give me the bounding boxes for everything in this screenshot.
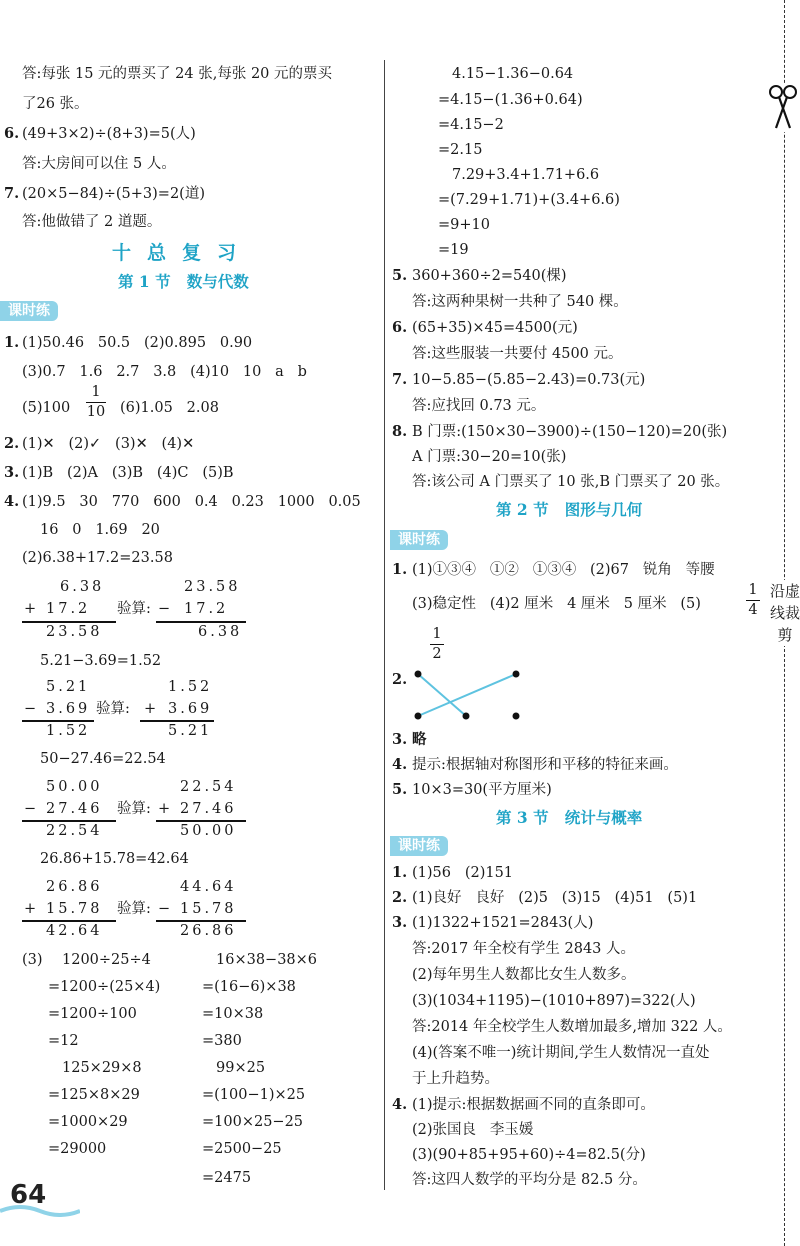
question-number: 2. (392, 889, 408, 906)
verify-label: 验算: (117, 901, 151, 917)
calc-step: =10×38 (202, 1006, 264, 1022)
match-dot (463, 713, 470, 720)
question-number: 1. (4, 334, 20, 351)
match-line (418, 674, 466, 716)
question-number: 5. (392, 781, 408, 798)
calc-operator: + (158, 801, 171, 817)
answer-line: (2)每年男生人数都比女生人数多。 (412, 967, 636, 983)
subsection-title: 第 3 节 统计与概率 (496, 808, 643, 827)
answer-line: (65+35)×45=4500(元) (412, 320, 578, 336)
answer-line: B 门票:(150×30−3900)÷(150−120)=20(张) (412, 424, 728, 440)
practice-badge: 课时练 (390, 836, 448, 856)
calc-result: 6.38 (198, 624, 243, 640)
fraction (746, 582, 760, 619)
column-divider (384, 60, 385, 1190)
calc-operator: − (24, 801, 37, 817)
calc-operator: − (24, 701, 37, 717)
answer-line: (1)良好 良好 (2)5 (3)15 (4)51 (5)1 (412, 890, 698, 906)
question-number: 1. (392, 864, 408, 881)
answer-line: 答:这两种果树一共种了 540 棵。 (412, 294, 628, 310)
calc-step: 4.15−1.36−0.64 (452, 66, 574, 82)
answer-line: 答:应找回 0.73 元。 (412, 398, 546, 414)
calc-operand: 1.52 (168, 679, 213, 695)
calc-step: 99×25 (216, 1060, 266, 1076)
calc-step: =2500−25 (202, 1141, 282, 1157)
calc-operand: 26.86 (46, 879, 103, 895)
calc-step: 16×38−38×6 (216, 952, 318, 968)
calc-operator: − (158, 601, 171, 617)
calc-step: =100×25−25 (202, 1114, 304, 1130)
calc-step: 7.29+3.4+1.71+6.6 (452, 167, 600, 183)
question-number: 1. (392, 561, 408, 578)
answer-line: (3)(1034+1195)−(1010+897)=322(人) (412, 993, 696, 1009)
fraction-numerator: 1 (748, 582, 758, 598)
calc-operand: 17.2 (184, 601, 229, 617)
calc-result: 1.52 (46, 723, 91, 739)
question-number: 2. (392, 671, 408, 688)
answer-line: (20×5−84)÷(5+3)=2(道) (22, 186, 205, 202)
calc-step: =2475 (202, 1170, 252, 1186)
section-title: 十总复习 (112, 242, 253, 264)
answer-line: A 门票:30−20=10(张) (412, 449, 567, 465)
fraction-numerator: 1 (432, 626, 442, 642)
answer-line: (6)1.05 2.08 (120, 400, 219, 416)
answer-line: (1)50.46 50.5 (2)0.895 0.90 (22, 335, 253, 351)
question-number: 3. (4, 464, 20, 481)
cut-guide-text: 沿虚线裁剪 (770, 582, 800, 644)
calc-step: =125×8×29 (48, 1087, 140, 1103)
calc-step: =1000×29 (48, 1114, 128, 1130)
answer-line: 答:每张 15 元的票买了 24 张,每张 20 元的票买 (22, 66, 332, 82)
calc-step: =1200÷100 (48, 1006, 137, 1022)
answer-line: 10−5.85−(5.85−2.43)=0.73(元) (412, 372, 646, 388)
answer-line: (4)(答案不唯一)统计期间,学生人数情况一直处 (412, 1045, 710, 1061)
scissors-icon (768, 84, 798, 132)
question-number: 3. (392, 914, 408, 931)
match-dot (415, 713, 422, 720)
answer-line: 于上升趋势。 (412, 1071, 499, 1087)
match-dot (513, 713, 520, 720)
question-number: 7. (392, 371, 408, 388)
matching-lines-diagram (408, 664, 528, 724)
answer-line: 答:这些服装一共要付 4500 元。 (412, 346, 623, 362)
calc-result: 23.58 (46, 624, 103, 640)
calc-operand: 22.54 (180, 779, 237, 795)
calc-operand: 17.2 (46, 601, 91, 617)
calc-step: =9+10 (438, 217, 490, 233)
answer-line: 了26 张。 (22, 96, 89, 112)
answer-line: (5)100 (22, 400, 71, 416)
fraction (430, 626, 444, 663)
calc-result: 26.86 (180, 923, 237, 939)
calc-operand: 3.69 (168, 701, 213, 717)
fraction-denominator: 10 (86, 404, 106, 420)
question-number: 4. (4, 493, 20, 510)
match-dot (415, 671, 422, 678)
calc-operand: 44.64 (180, 879, 237, 895)
equation: 5.21−3.69=1.52 (40, 653, 162, 669)
calc-step: =29000 (48, 1141, 107, 1157)
calc-operator: + (24, 601, 37, 617)
fraction (86, 384, 106, 421)
calc-step: =380 (202, 1033, 242, 1049)
question-number: 8. (392, 423, 408, 440)
answer-line: 10×3=30(平方厘米) (412, 782, 552, 798)
question-number: 4. (392, 1096, 408, 1113)
answer-line: (1)B (2)A (3)B (4)C (5)B (22, 465, 234, 481)
question-number: 5. (392, 267, 408, 284)
subsection-title: 第 1 节 数与代数 (118, 272, 249, 291)
answer-line: 答:大房间可以住 5 人。 (22, 156, 176, 172)
subsection-title: 第 2 节 图形与几何 (496, 500, 643, 519)
match-line (418, 674, 516, 716)
answer-line: (1)1322+1521=2843(人) (412, 915, 594, 931)
question-number: 4. (392, 756, 408, 773)
answer-line: 答:2014 年全校学生人数增加最多,增加 322 人。 (412, 1019, 732, 1035)
question-number: 6. (392, 319, 408, 336)
answer-line: (49+3×2)÷(8+3)=5(人) (22, 126, 196, 142)
answer-line: (3)(90+85+95+60)÷4=82.5(分) (412, 1147, 646, 1163)
calc-step: =1200÷(25×4) (48, 979, 161, 995)
page-number-decoration (0, 1203, 80, 1217)
answer-line: (3)0.7 1.6 2.7 3.8 (4)10 10 a b (22, 364, 307, 380)
fraction-denominator: 2 (432, 646, 442, 662)
calc-operand: 23.58 (184, 579, 241, 595)
calc-operand: 27.46 (180, 801, 237, 817)
calc-result: 42.64 (46, 923, 103, 939)
practice-badge: 课时练 (390, 530, 448, 550)
answer-line: 16 0 1.69 20 (40, 522, 160, 538)
calc-operator: + (24, 901, 37, 917)
calc-operand: 15.78 (46, 901, 103, 917)
calc-operand: 15.78 (180, 901, 237, 917)
page-number: 64 (10, 1180, 47, 1210)
answer-line: (1)56 (2)151 (412, 865, 514, 881)
calc-operand: 3.69 (46, 701, 91, 717)
answer-line: 提示:根据轴对称图形和平移的特征来画。 (412, 757, 678, 773)
calc-step: =4.15−(1.36+0.64) (438, 92, 583, 108)
calc-step: =(7.29+1.71)+(3.4+6.6) (438, 192, 620, 208)
answer-line: 答:2017 年全校有学生 2843 人。 (412, 941, 636, 957)
calc-operand: 6.38 (60, 579, 105, 595)
verify-label: 验算: (96, 701, 130, 717)
calc-operator: + (144, 701, 157, 717)
calc-step: =(100−1)×25 (202, 1087, 306, 1103)
calc-step: 1200÷25÷4 (62, 952, 151, 968)
calc-operand: 50.00 (46, 779, 103, 795)
answer-line: 答:他做错了 2 道题。 (22, 214, 162, 230)
calc-step: =2.15 (438, 142, 483, 158)
calc-step: =19 (438, 242, 469, 258)
practice-badge: 课时练 (0, 301, 58, 321)
calc-result: 5.21 (168, 723, 213, 739)
calc-step: =4.15−2 (438, 117, 504, 133)
fraction-numerator: 1 (91, 384, 101, 400)
verify-label: 验算: (117, 601, 151, 617)
calc-operand: 5.21 (46, 679, 91, 695)
answer-line: (2)6.38+17.2=23.58 (22, 550, 173, 566)
question-number: 6. (4, 125, 20, 142)
question-number: 3. (392, 731, 408, 748)
answer-line: (1)9.5 30 770 600 0.4 0.23 1000 0.05 (22, 494, 361, 510)
answer-line: (1)✕ (2)✓ (3)✕ (4)✕ (22, 436, 195, 452)
calc-result: 22.54 (46, 823, 103, 839)
calc-step: 125×29×8 (62, 1060, 142, 1076)
answer-line: 答:该公司 A 门票买了 10 张,B 门票买了 20 张。 (412, 474, 730, 490)
answer-line: (2)张国良 李玉媛 (412, 1122, 534, 1138)
answer-line: 360+360÷2=540(棵) (412, 268, 567, 284)
sub-question-label: (3) (22, 952, 43, 968)
calc-operand: 27.46 (46, 801, 103, 817)
match-dot (513, 671, 520, 678)
question-number: 7. (4, 185, 20, 202)
answer-line: (1)提示:根据数据画不同的直条即可。 (412, 1097, 655, 1113)
answer-line: (3)稳定性 (4)2 厘米 4 厘米 5 厘米 (5) (412, 596, 701, 612)
calc-result: 50.00 (180, 823, 237, 839)
calc-step: =12 (48, 1033, 79, 1049)
calc-step: =(16−6)×38 (202, 979, 296, 995)
fraction-denominator: 4 (748, 602, 758, 618)
verify-label: 验算: (117, 801, 151, 817)
question-number: 2. (4, 435, 20, 452)
calc-operator: − (158, 901, 171, 917)
answer-line: 答:这四人数学的平均分是 82.5 分。 (412, 1172, 647, 1188)
equation: 26.86+15.78=42.64 (40, 851, 189, 867)
equation: 50−27.46=22.54 (40, 751, 166, 767)
answer-line: (1)①③④ ①② ①③④ (2)67 锐角 等腰 (412, 562, 715, 578)
answer-line: 略 (412, 731, 427, 748)
